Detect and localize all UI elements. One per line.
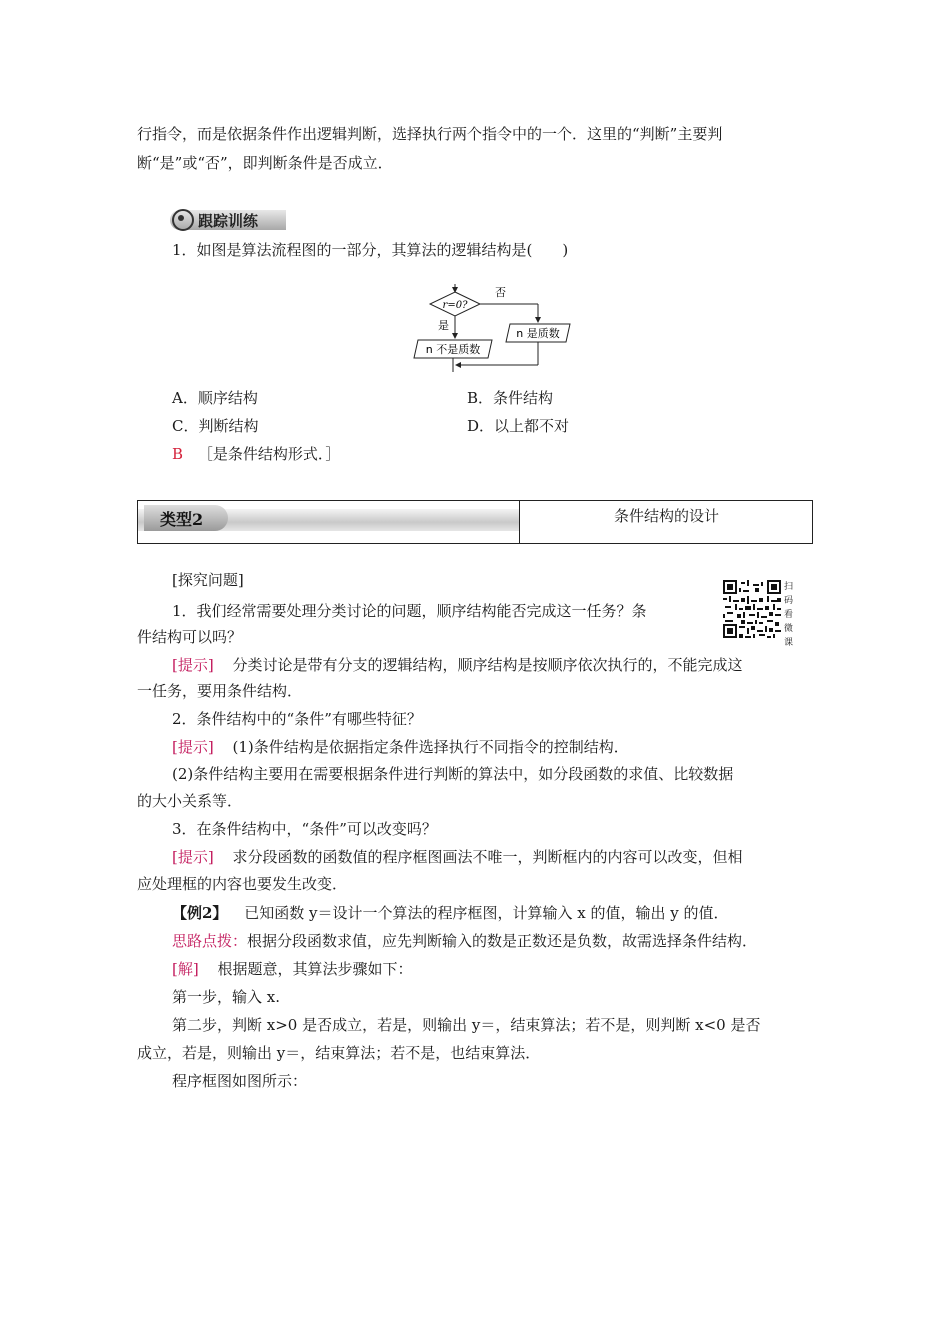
solution-text: 根据题意，其算法步骤如下：: [217, 960, 413, 978]
type2-tag: 类型2: [160, 510, 204, 529]
solution-line: [172, 959, 413, 979]
hint-2-text: (1)条件结构是依据指定条件选择执行不同指令的控制结构．: [232, 738, 629, 756]
step-2-line-1: 第二步，判断 x>0 是否成立，若是，则输出 y＝，结束算法；若不是，则判断 x<0 是否: [172, 1016, 761, 1034]
answer-text: ［是条件结构形式．］: [197, 445, 341, 463]
example-line: [172, 903, 728, 923]
hint-3-text: 求分段函数的函数值的程序框图画法不唯一，判断框内的内容可以改变，但相: [232, 848, 743, 866]
option-c: C．判断结构: [172, 417, 259, 435]
explore-q1-line-2: 件结构可以吗？: [137, 628, 243, 646]
type2-title: 条件结构的设计: [613, 507, 719, 525]
qr-code-icon[interactable]: [723, 580, 781, 638]
intro-line-2: 断“是”或“否”，即判断条件是否成立．: [137, 154, 393, 172]
explore-header: [探究问题]: [172, 571, 244, 589]
step-1: 第一步，输入 x.: [172, 988, 280, 1006]
hint-3-line-1: [172, 847, 743, 867]
hint-1-text: 分类讨论是带有分支的逻辑结构，顺序结构是按顺序依次执行的，不能完成这: [232, 656, 743, 674]
hint-label: [提示]: [172, 848, 214, 866]
diagram-note: 程序框图如图所示：: [172, 1072, 308, 1090]
hint-label: [提示]: [172, 738, 214, 756]
flowchart: [400, 272, 580, 382]
answer-line: [172, 444, 340, 464]
type2-tag-area: [138, 501, 520, 543]
answer-letter: B: [172, 445, 184, 463]
no-label: 否: [495, 286, 506, 299]
hint-1-line-2: 一任务，要用条件结构．: [137, 682, 303, 700]
option-d: D．以上都不对: [467, 417, 570, 435]
type2-box: [137, 500, 813, 544]
solution-label: [解]: [172, 960, 199, 978]
question-1: 1．如图是算法流程图的一部分，其算法的逻辑结构是( ): [172, 241, 569, 259]
idea-text: 根据分段函数求值，应先判断输入的数是正数还是负数，故需选择条件结构．: [247, 932, 758, 950]
option-b: B．条件结构: [467, 389, 554, 407]
qr-caption: 扫码看微课: [784, 582, 794, 648]
target-icon: [172, 209, 194, 231]
hint-1-line-1: [172, 655, 743, 675]
example-label: 【例2】: [172, 904, 228, 922]
hint-2-line-1: [172, 737, 629, 757]
explore-q3: 3．在条件结构中，“条件”可以改变吗？: [172, 820, 437, 838]
hint-2-line-2: (2)条件结构主要用在需要根据条件进行判断的算法中，如分段函数的求值、比较数据: [172, 765, 734, 783]
step-2-line-2: 成立，若是，则输出 y＝，结束算法；若不是，也结束算法．: [137, 1044, 541, 1062]
explore-q2: 2．条件结构中的“条件”有哪些特征？: [172, 710, 422, 728]
right-box-label: n 是质数: [516, 327, 560, 340]
idea-label: 思路点拨：: [172, 932, 248, 950]
hint-3-line-2: 应处理框的内容也要发生改变．: [137, 875, 348, 893]
tracking-banner: [170, 208, 286, 232]
decision-label: r=0?: [442, 300, 468, 311]
intro-line-1: 行指令，而是依据条件作出逻辑判断，选择执行两个指令中的一个．这里的“判断”主要判: [137, 125, 723, 143]
idea-line: [172, 931, 757, 951]
explore-q1-line-1: 1．我们经常需要处理分类讨论的问题，顺序结构能否完成这一任务？条: [172, 602, 647, 620]
hint-label: [提示]: [172, 656, 214, 674]
example-text: 已知函数 y＝设计一个算法的程序框图，计算输入 x 的值，输出 y 的值．: [244, 904, 729, 922]
hint-2-line-3: 的大小关系等．: [137, 792, 243, 810]
yes-label: 是: [438, 319, 449, 332]
left-box-label: n 不是质数: [425, 343, 481, 356]
option-a: A．顺序结构: [172, 389, 258, 407]
tracking-banner-label: 跟踪训练: [198, 212, 259, 230]
